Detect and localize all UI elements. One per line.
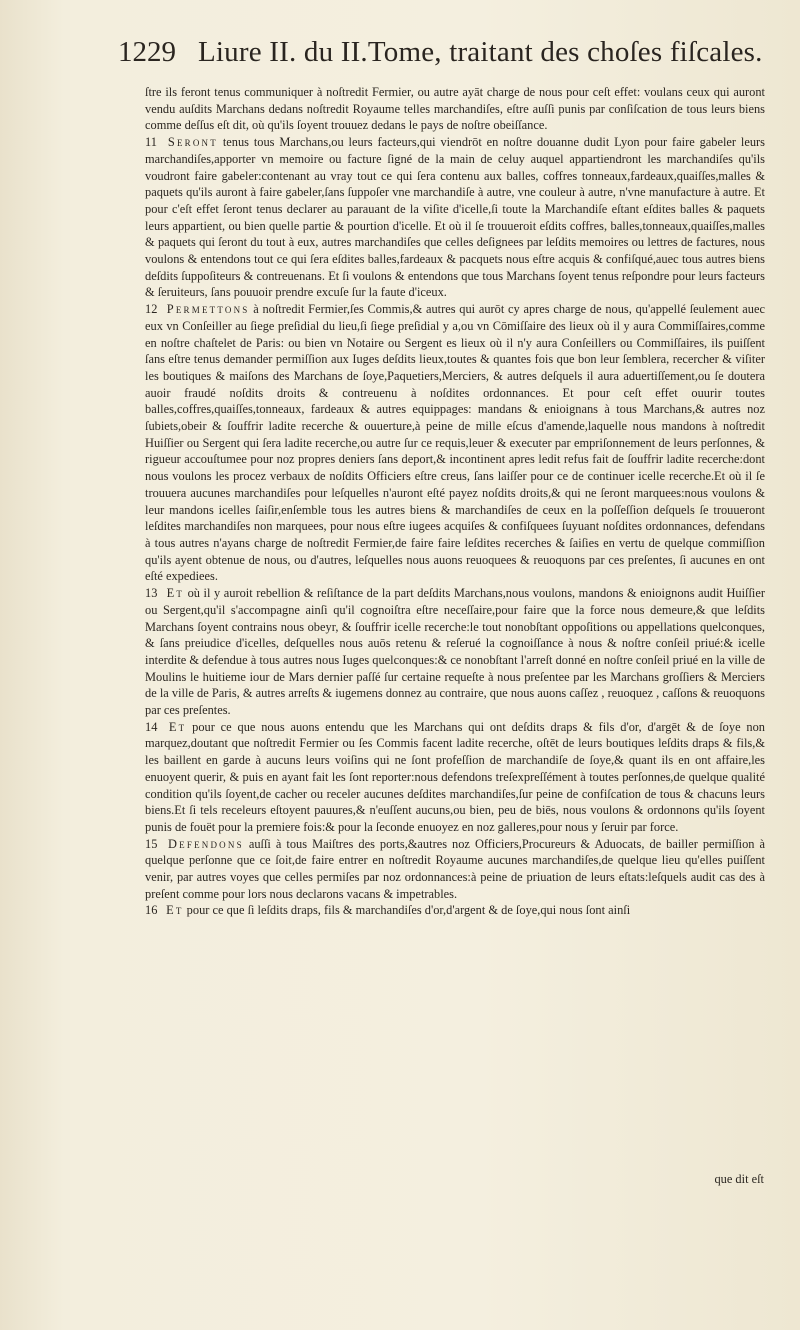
article-14 bbox=[145, 719, 765, 836]
paragraph-text: à noſtredit Fermier,ſes Commis,& autres qui aurōt cy apres charge de nous, qu'appellé ſeulement auec eux vn Conſeiller au ſiege preſidial du lieu,ſi ſiege preſidial y a,ou vn Cōmiſſaire des lieux où il y aura Commiſſaires,comme en noſtre chaſtelet de Paris: ou bien vn Notaire ou Sergent es lieux où il n'y aura Conſeillers ou Commiſſaires, ils puiſſent ſans eſtre tenus demander permiſſion aux Iuges deſdits lieux,toutes & quantes fois que bon leur ſemblera, recercher & viſiter les boutiques & maiſons des Marchans de ſoye,Paquetiers,Merciers, & autres deſquels il aura aduertiſſement,ou ſe doutera auoir fraudé noſdits droits & contreuenu à noſdites ordonnances. Et pour ceſt effet ouurir toutes balles,coffres,quaiſſes,tonneaux, fardeaux & autres equippages: mandans & enioignans à tous Marchans,& autres noz ſubiets,obeir & ſouffrir ladite recerche & ouuerture,à peine de mille eſcus d'amende,laquelle nous mandons à noſtredit Huiſſier ou Sergent qui ſera ladite recerche,ou autre ſur ce requis,leuer & executer par empriſonnement de leurs perſonnes, & rigueur accouſtumee pour noz propres deniers ſans deport,& incontinent apres ledit refus fait de ſouffrir ladite recerche:dont nous voulons les procez verbaux de noſdits Officiers eſtre creus, ſans laiſſer pour ce de continuer icelle recerche.Et où il ſe trouuera aucunes marchandiſes pour leſquelles n'auront eſté payez noſdits droits,& qui ne ſeront marquees:nous voulons & leur mandons icelles ſaiſir,enſemble tous les autres biens & marchandiſes de ceux en la poſſeſſion deſquels ſe trouueront leſdites marchandiſes non marquees, pour nous eſtre iugees acquiſes & confiſquees ſuyuant noſdites ordonnances, defendans à tous autres n'ayans charge de noſtredit Fermier,de faire faire leſdites recerches & ſaiſies en vertu de quelque commiſſion qu'ils ayent obtenue de nous, ou d'autres, leſquelles nous auons reuoquees & reuoquons par ces preſentes, ſi aucunes en ont eſté expediees. bbox=[145, 302, 765, 584]
article-incipit: Et bbox=[166, 586, 185, 601]
article-number: 11 bbox=[145, 135, 157, 150]
article-incipit: Permettons bbox=[166, 302, 250, 317]
paragraph-continuation bbox=[145, 84, 765, 134]
article-12 bbox=[145, 301, 765, 585]
article-15 bbox=[145, 836, 765, 903]
paragraph-text: auſſi à tous Maiſtres des ports,&autres noz Officiers,Procureurs & Aduocats, de bailler permiſſion à quelque perſonne que ce ſoit,de faire entrer en noſtredit Royaume aucunes marchandiſes,de quelque lieu qu'elles puiſſent venir, par autres voyes que celles permiſes par noz ordonnances:à peine de priuation de leurs eſtats:leſquels audit cas des à preſent comme pour lors nous declarons vacans & impetrables. bbox=[145, 836, 765, 901]
article-incipit: Seront bbox=[167, 135, 218, 150]
article-number: 16 bbox=[145, 903, 158, 918]
paragraph-text: où il y auroit rebellion & reſiſtance de la part deſdits Marchans,nous voulons, mandons & enioignons audit Huiſſier ou Sergent,qu'il s'accompagne ainſi qu'il cognoiſtra eſtre neceſſaire,pour faire que la force nous demeure,& que leſdits Marchans ſoyent contrains nous obeyr, & ſouffrir icelle recerche:le tout nonobſtant oppoſitions ou appellations quelconques, & ſans preiudice d'icelles, deſquelles nous auōs retenu & reſerué la cognoiſſance à nous & noſtre conſeil priué:& icelle interdite & defendue à tous autres nous Iuges quelconques:& ce nonobſtant l'arreſt donné en noſtre conſeil priué en la ville de Moulins le huitieme iour de Mars dernier paſſé ſur certaine requeſte à nous preſentee par les Marchans groſſiers & Merciers de la ville de Paris, & autres arreſts & iugemens donnez au contraire, que nous auons caſſez , reuoquez , caſſons & reuoquons par ces preſentes. bbox=[145, 586, 765, 718]
article-number: 14 bbox=[145, 719, 158, 734]
article-incipit: Defendons bbox=[168, 836, 244, 851]
paragraph-text: pour ce que ſi leſdits draps, fils & marchandiſes d'or,d'argent & de ſoye,qui nous ſont ainſi bbox=[183, 903, 631, 918]
article-13 bbox=[145, 585, 765, 719]
catchword: que dit eſt bbox=[714, 1172, 764, 1186]
paragraph-text: ſtre ils feront tenus communiquer à noſtredit Fermier, ou autre ayāt charge de nous pour ceſt effet: voulans ceux qui auront vendu auſdits Marchans dedans noſtredit Royaume telles marchandiſes, eſtre auſſi punis par conſiſcation de tous leurs biens comme deſſus eſt dit, où qu'ils ſoyent trouuez dedans le pays de noſtre obeiſſance. bbox=[145, 85, 765, 133]
article-11 bbox=[145, 134, 765, 301]
paragraph-text: pour ce que nous auons entendu que les Marchans qui ont deſdits draps & fils d'or, d'argēt & de ſoye non marquez,doutant que noſtredit Fermier ou ſes Commis facent ladite recerche, oſtēt de leurs boutiques leſdits draps & fils,& les baillent en garde à aucuns leurs voiſins qui ne ſont profeſſion de marchandiſe de ſoye,& quant ils en ont affaire,les enuoyent querir, & puis en ayant fait les ſont reporter:nous defendons treſexpreſſément à toutes perſonnes,de quelque qualité condition qu'ils ſoyent,de cacher ou receler aucunes deſdites marchandiſes,ſur peine de confiſcation de tous & chacuns leurs biens.Et ſi tels receleurs eſtoyent pauures,& n'euſſent aucuns,ou bien, peu de biēs, nous voulons & ordonnons qu'ils ſoyent punis de fouët pour la premiere fois:& pour la ſeconde enuoyez en noz galleres,pour nous y ſeruir par force. bbox=[145, 719, 765, 834]
article-16 bbox=[145, 902, 765, 919]
paragraph-text: tenus tous Marchans,ou leurs facteurs,qui viendrōt en noſtre douanne dudit Lyon pour faire gabeler leurs marchandiſes,apporter vn memoire ou facture ſigné de la main de celuy auquel appartiendront les marchandiſes qu'ils voudront faire gabeler:contenant au vray tout ce qui ſera contenu aux balles, coffres tonneaux,fardeaux,quaiſſes,malles & paquets qu'ils auront à faire gabeler,ſans ſuppoſer vne marchandiſe à autre, vne couleur à autre, n'vne manufacture à autre. Et pour c'eſt effet ſeront tenus declarer au parauant de la viſite d'icelle,ſi toute la Marchandiſe eſtant eſdites balles & paquets leurs appartient, ou bien quelle partie & pourtion d'icelle. Et où il ſe trouueroit eſdits coffres, balles,tonneaux,quaiſſes,malles & paquets qui ſeront du tout à eux, autres marchandiſes que celles deſignees par leſdits memoires ou lettres de factures, nous voulons & entendons tout ce qui ſera eſdites balles,fardeaux & pacquets nous eſtre acquis & confiſqué,auec tous autres biens deſdits ſuppoſiteurs & contreuenans. Et ſi voulons & entendons que tous Marchans ſoyent tenus reſpondre pour leurs facteurs & ſeruiteurs, ſans pouuoir prendre excuſe ſur la faute d'iceux. bbox=[145, 135, 765, 300]
article-incipit: Et bbox=[168, 719, 187, 734]
article-number: 15 bbox=[145, 836, 158, 851]
article-number: 12 bbox=[145, 302, 158, 317]
body-text bbox=[145, 84, 765, 919]
article-incipit: Et bbox=[166, 903, 184, 918]
article-number: 13 bbox=[145, 586, 158, 601]
page-header bbox=[118, 36, 788, 84]
running-title: Liure II. du II.Tome, traitant des choſes fiſcales. bbox=[198, 36, 763, 68]
folio-number: 1229 bbox=[118, 36, 176, 68]
